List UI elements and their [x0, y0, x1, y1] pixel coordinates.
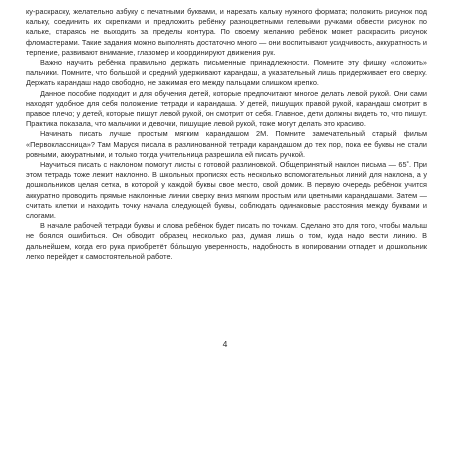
paragraph: Начинать писать лучше простым мягким карандашом 2М. Помните замечательный старый фильм «Первоклассница»? Там Маруся писала в разлинованной тетради карандашом до тех пор, пока ее буквы не стали ровными, аккуратными, и только тогда учительница разрешила ей писать ручкой. [26, 129, 427, 159]
body-text [26, 7, 427, 262]
paragraph: Данное пособие подходит и для обучения детей, которые предпочитают многое делать левой рукой. Они сами находят удобное для себя положение тетради и карандаша. У детей, пишущих правой рукой, карандаш смотрит в правое плечо; у детей, которые пишут левой рукой, он смотрит от себя. Главное, дети должны видеть то, что пишут. Практика показала, что мальчики и девочки, пишущие левой рукой, тоже могут делать это красиво. [26, 88, 427, 129]
paragraph: ку-раскраску, желательно азбуку с печатными буквами, и нарезать кальку нужного формата; положить рисунок под кальку, соединить их скрепками и предложить ребёнку разноцветными гелевыми ручками обвести рисунок по кальке, стараясь не выходить за пределы контура. По своему желанию ребёнок может раскрасить рисунок фломастерами. Такие задания можно выполнять достаточно много — они воспитывают усидчивость, аккуратность и терпение, развивают внимание, глазомер и координируют движения рук. [26, 7, 427, 57]
page-number: 4 [222, 339, 228, 349]
paragraph: Важно научить ребёнка правильно держать письменные принадлежности. Помните эту фишку «сложить» пальчики. Помните, что большой и средний удерживают карандаш, а указательный лишь придерживает его сверху. Держать карандаш надо свободно, не зажимая его между пальцами слишком крепко. [26, 58, 427, 88]
paragraph: В начале рабочей тетради буквы и слова ребёнок будет писать по точкам. Сделано это для того, чтобы малыш не боялся ошибиться. Он обводит образец несколько раз, думая лишь о том, куда надо вести линию. В дальнейшем, когда его рука приобретёт бо́льшую уверенность, надобность в копировании отпадет и дошкольник легко перейдет к самостоятельной работе. [26, 221, 427, 261]
paragraph: Научиться писать с наклоном помогут листы с готовой разлиновкой. Общепринятый наклон письма — 65˚. При этом тетрадь тоже лежит наклонно. В школьных прописях есть несколько вспомогательных линий для наклона, а у дошкольников целая сетка, в которой у каждой буквы свое место, свой домик. В первую очередь ребёнок учится аккуратно проводить прямые наклонные линии сверху вниз мягким простым или цветными карандашами. Затем — считать клетки и находить точку начала следующей буквы, соблюдать одинаковые расстояния между буквами и слогами. [26, 160, 427, 221]
